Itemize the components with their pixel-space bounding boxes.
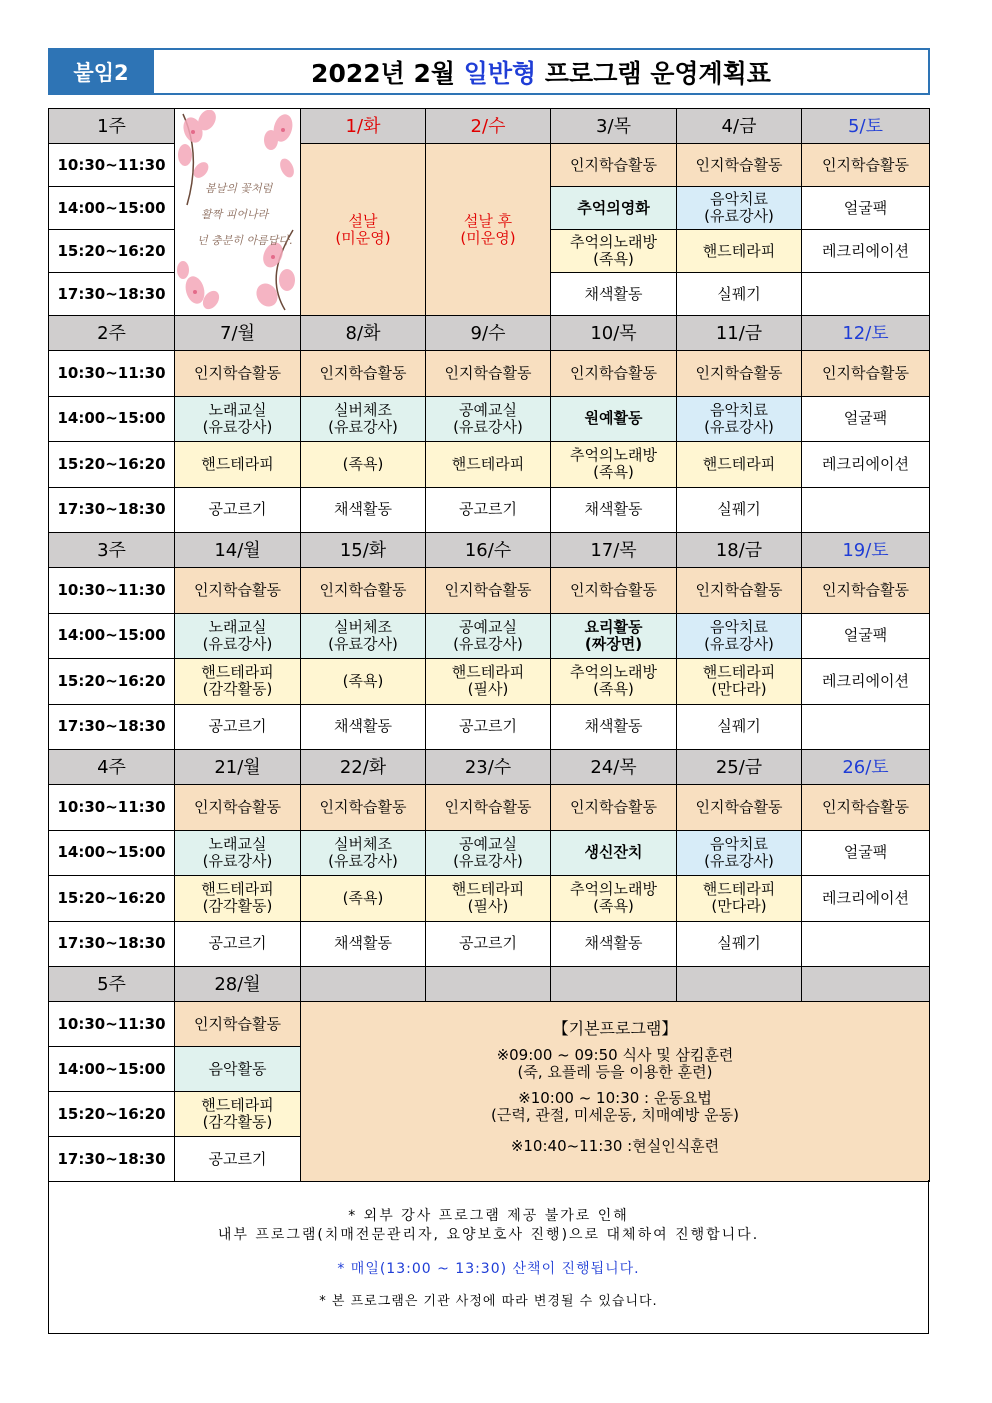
week3-row [49, 659, 930, 705]
activity-cell [301, 396, 426, 442]
activity-cell [677, 187, 802, 230]
activity-note: (감각활동) [202, 897, 273, 916]
activity-cell [175, 613, 301, 659]
day-header-saturday: 26/토 [802, 750, 930, 785]
activity-cell: 얼굴팩 [802, 613, 930, 659]
activity-cell: 인지학습활동 [426, 568, 551, 614]
day-header: 8/화 [301, 316, 426, 351]
activity-cell: 인지학습활동 [802, 144, 930, 187]
activity-cell: 인지학습활동 [175, 1002, 301, 1047]
activity-cell: 채색활동 [551, 487, 677, 533]
activity-title: 음악치료 [710, 190, 768, 208]
activity-cell: 채색활동 [301, 487, 426, 533]
activity-note: (족욕) [593, 463, 634, 482]
week1-header-row [49, 109, 930, 144]
activity-note: (유료강사) [328, 417, 398, 436]
day-header: 18/금 [677, 533, 802, 568]
activity-cell: 실꿰기 [677, 273, 802, 316]
activity-title: 추억의노래방 [570, 233, 657, 251]
activity-cell: 채색활동 [301, 704, 426, 750]
empty-cell [802, 967, 930, 1002]
activity-note: (유료강사) [453, 851, 523, 870]
activity-cell: 공고르기 [175, 704, 301, 750]
time-slot: 14:00~15:00 [49, 613, 175, 659]
activity-cell: 레크리에이션 [802, 442, 930, 488]
activity-note: (유료강사) [704, 417, 774, 436]
schedule-table [48, 108, 930, 1182]
week4-row [49, 785, 930, 831]
day-header: 3/목 [551, 109, 677, 144]
activity-title: 추억의노래방 [570, 880, 657, 899]
activity-cell [175, 396, 301, 442]
time-slot: 17:30~18:30 [49, 704, 175, 750]
activity-cell: 인지학습활동 [426, 785, 551, 831]
attachment-badge: 붙임2 [50, 50, 154, 93]
activity-cell: 실꿰기 [677, 487, 802, 533]
activity-cell [426, 659, 551, 705]
time-slot: 10:30~11:30 [49, 1002, 175, 1047]
time-slot: 15:20~16:20 [49, 1092, 175, 1137]
day-header-saturday: 5/토 [802, 109, 930, 144]
activity-title: 핸드테라피 [702, 663, 776, 682]
activity-cell: 공고르기 [426, 704, 551, 750]
activity-note: (유료강사) [202, 634, 273, 653]
activity-title: 노래교실 [208, 617, 267, 636]
day-header: 23/수 [426, 750, 551, 785]
activity-cell [802, 487, 930, 533]
time-slot: 10:30~11:30 [49, 351, 175, 397]
day-header-saturday: 12/토 [802, 316, 930, 351]
activity-cell [677, 659, 802, 705]
svg-text:활짝 피어나라: 활짝 피어나라 [201, 208, 269, 221]
activity-cell: 인지학습활동 [551, 351, 677, 397]
activity-title: 노래교실 [208, 834, 267, 853]
day-header: 28/월 [175, 967, 301, 1002]
activity-cell: 인지학습활동 [677, 568, 802, 614]
activity-cell [426, 876, 551, 922]
day-header: 7/월 [175, 316, 301, 351]
time-slot: 10:30~11:30 [49, 568, 175, 614]
activity-cell: 인지학습활동 [677, 351, 802, 397]
activity-cell [802, 273, 930, 316]
activity-cell [551, 442, 677, 488]
activity-cell [175, 830, 301, 876]
basic-program-line: (근력, 관절, 미세운동, 치매예방 운동) [491, 1105, 739, 1124]
week2-header-row [49, 316, 930, 351]
day-header: 1/화 [301, 109, 426, 144]
activity-title: 핸드테라피 [451, 663, 525, 682]
activity-cell: (족욕) [301, 876, 426, 922]
footer-walk-note: * 매일(13:00 ~ 13:30) 산책이 진행됩니다. [337, 1261, 640, 1277]
title-highlight: 일반형 [463, 58, 537, 88]
activity-note: (족욕) [593, 897, 634, 916]
activity-cell: 얼굴팩 [802, 830, 930, 876]
activity-cell [677, 830, 802, 876]
empty-cell [426, 967, 551, 1002]
activity-cell: 원예활동 [551, 396, 677, 442]
activity-title: 음악치료 [710, 617, 768, 636]
activity-title: 요리활동 [584, 617, 643, 636]
day-header-saturday: 19/토 [802, 533, 930, 568]
activity-note: (만다라) [711, 680, 767, 699]
activity-cell: 실꿰기 [677, 921, 802, 967]
week-label: 1주 [49, 109, 175, 144]
activity-cell: 음악활동 [175, 1047, 301, 1092]
activity-cell: 핸드테라피 [677, 442, 802, 488]
week5-header-row [49, 967, 930, 1002]
activity-title: 음악치료 [710, 834, 768, 853]
activity-cell: 추억의영화 [551, 187, 677, 230]
activity-cell: 인지학습활동 [301, 785, 426, 831]
activity-cell [551, 230, 677, 273]
activity-cell: 인지학습활동 [802, 351, 930, 397]
activity-cell: (족욕) [301, 442, 426, 488]
activity-cell: 실꿰기 [677, 704, 802, 750]
activity-cell [551, 613, 677, 659]
activity-cell: (족욕) [301, 659, 426, 705]
title-prefix: 2022년 2월 [311, 58, 464, 88]
time-slot: 10:30~11:30 [49, 785, 175, 831]
week2-row [49, 487, 930, 533]
activity-note: (만다라) [711, 897, 767, 916]
day-header: 22/화 [301, 750, 426, 785]
activity-note: (유료강사) [704, 634, 774, 653]
activity-note: (족욕) [593, 680, 634, 699]
activity-cell: 채색활동 [551, 273, 677, 316]
week3-row [49, 704, 930, 750]
activity-title: 실버체조 [334, 400, 392, 419]
activity-note: (유료강사) [704, 851, 774, 870]
activity-cell: 인지학습활동 [802, 785, 930, 831]
activity-title: 공예교실 [459, 834, 517, 853]
footer-disclaimer: * 본 프로그램은 기관 사정에 따라 변경될 수 있습니다. [319, 1294, 658, 1309]
basic-program-box [301, 1002, 930, 1182]
activity-cell: 얼굴팩 [802, 396, 930, 442]
day-header: 24/목 [551, 750, 677, 785]
activity-cell: 인지학습활동 [175, 785, 301, 831]
week4-row [49, 921, 930, 967]
empty-cell [301, 967, 426, 1002]
activity-cell: 레크리에이션 [802, 659, 930, 705]
activity-cell [802, 704, 930, 750]
activity-cell [301, 613, 426, 659]
footer-note-line: * 외부 강사 프로그램 제공 불가로 인해 [348, 1208, 629, 1224]
activity-cell: 채색활동 [301, 921, 426, 967]
activity-cell [426, 613, 551, 659]
activity-title: 핸드테라피 [702, 880, 776, 899]
week4-row [49, 830, 930, 876]
week3-row [49, 613, 930, 659]
activity-cell [677, 613, 802, 659]
time-slot: 17:30~18:30 [49, 273, 175, 316]
activity-note: (짜장면) [584, 634, 643, 653]
flower-image [175, 109, 301, 316]
week2-row [49, 396, 930, 442]
day-header: 14/월 [175, 533, 301, 568]
week-label: 3주 [49, 533, 175, 568]
activity-title: 추억의노래방 [570, 446, 657, 465]
time-slot: 17:30~18:30 [49, 1137, 175, 1182]
activity-title: 실버체조 [334, 834, 392, 853]
activity-cell: 인지학습활동 [551, 568, 677, 614]
day-header: 11/금 [677, 316, 802, 351]
time-slot: 14:00~15:00 [49, 396, 175, 442]
activity-cell: 인지학습활동 [802, 568, 930, 614]
activity-note: (유료강사) [704, 207, 774, 225]
svg-text:넌 충분히 아름답다.: 넌 충분히 아름답다. [197, 234, 293, 247]
activity-title: 핸드테라피 [201, 1096, 274, 1114]
time-slot: 15:20~16:20 [49, 230, 175, 273]
week3-header-row [49, 533, 930, 568]
day-header: 16/수 [426, 533, 551, 568]
activity-cell: 인지학습활동 [426, 351, 551, 397]
basic-program-line: ※09:00 ~ 09:50 식사 및 삼킴훈련 [496, 1045, 734, 1064]
activity-title: 핸드테라피 [451, 880, 525, 899]
day-header: 10/목 [551, 316, 677, 351]
activity-title: 추억의노래방 [570, 663, 657, 682]
holiday-note: (미운영) [335, 228, 391, 247]
flower-illustration [175, 110, 299, 314]
empty-cell [677, 967, 802, 1002]
activity-cell: 인지학습활동 [551, 144, 677, 187]
activity-cell: 인지학습활동 [175, 351, 301, 397]
time-slot: 17:30~18:30 [49, 921, 175, 967]
time-slot: 14:00~15:00 [49, 187, 175, 230]
activity-title: 음악치료 [710, 400, 768, 419]
activity-note: (유료강사) [328, 634, 398, 653]
day-header: 9/수 [426, 316, 551, 351]
basic-program-line: ※10:40~11:30 :현실인식훈련 [510, 1136, 720, 1155]
activity-cell: 공고르기 [426, 921, 551, 967]
activity-cell: 채색활동 [551, 921, 677, 967]
week2-row [49, 442, 930, 488]
holiday-cell [301, 144, 426, 316]
activity-note: (유료강사) [328, 851, 398, 870]
week5-row [49, 1002, 930, 1047]
holiday-title: 설날 [348, 211, 378, 230]
time-slot: 14:00~15:00 [49, 1047, 175, 1092]
activity-cell [677, 876, 802, 922]
activity-note: (감각활동) [202, 1113, 273, 1131]
activity-note: (감각활동) [202, 680, 273, 699]
day-header: 2/수 [426, 109, 551, 144]
time-slot: 17:30~18:30 [49, 487, 175, 533]
activity-note: (필사) [467, 680, 509, 699]
activity-cell [551, 876, 677, 922]
empty-cell [551, 967, 677, 1002]
activity-title: 핸드테라피 [201, 663, 274, 682]
activity-cell [551, 659, 677, 705]
activity-note: (족욕) [593, 250, 634, 268]
activity-note: (유료강사) [202, 417, 273, 436]
holiday-cell [426, 144, 551, 316]
activity-cell: 공고르기 [175, 921, 301, 967]
activity-cell: 레크리에이션 [802, 876, 930, 922]
activity-cell: 핸드테라피 [175, 442, 301, 488]
activity-cell [677, 396, 802, 442]
week2-row [49, 351, 930, 397]
basic-program-title: 【기본프로그램】 [552, 1018, 678, 1038]
time-slot: 14:00~15:00 [49, 830, 175, 876]
activity-note: (유료강사) [202, 851, 273, 870]
activity-cell: 인지학습활동 [175, 568, 301, 614]
activity-title: 공예교실 [459, 400, 517, 419]
svg-text:봄날의 꽃처럼: 봄날의 꽃처럼 [205, 182, 273, 195]
activity-cell [301, 830, 426, 876]
day-header: 21/월 [175, 750, 301, 785]
activity-cell: 인지학습활동 [301, 351, 426, 397]
activity-note: (유료강사) [453, 417, 523, 436]
basic-program-line: (죽, 요플레 등을 이용한 훈련) [517, 1062, 713, 1081]
page-title [154, 50, 928, 93]
week-label: 2주 [49, 316, 175, 351]
day-header: 25/금 [677, 750, 802, 785]
day-header: 15/화 [301, 533, 426, 568]
footer-note-line: 내부 프로그램(치매전문관리자, 요양보호사 진행)으로 대체하여 진행합니다. [217, 1227, 760, 1243]
week4-row [49, 876, 930, 922]
activity-cell: 공고르기 [175, 1137, 301, 1182]
week3-row [49, 568, 930, 614]
activity-cell: 인지학습활동 [677, 785, 802, 831]
title-suffix: 프로그램 운영계획표 [536, 58, 771, 88]
activity-title: 핸드테라피 [201, 880, 274, 899]
activity-cell [802, 921, 930, 967]
time-slot: 10:30~11:30 [49, 144, 175, 187]
day-header: 17/목 [551, 533, 677, 568]
week-label: 4주 [49, 750, 175, 785]
time-slot: 15:20~16:20 [49, 442, 175, 488]
week-label: 5주 [49, 967, 175, 1002]
activity-cell [426, 830, 551, 876]
activity-cell: 공고르기 [426, 487, 551, 533]
activity-title: 노래교실 [208, 400, 267, 419]
activity-cell: 핸드테라피 [677, 230, 802, 273]
activity-cell [175, 876, 301, 922]
activity-cell [175, 659, 301, 705]
holiday-title: 설날 후 [463, 211, 513, 230]
title-bar [48, 48, 930, 95]
activity-cell: 생신잔치 [551, 830, 677, 876]
activity-cell [175, 1092, 301, 1137]
activity-title: 공예교실 [459, 617, 517, 636]
activity-cell: 핸드테라피 [426, 442, 551, 488]
activity-cell: 채색활동 [551, 704, 677, 750]
activity-title: 실버체조 [334, 617, 392, 636]
time-slot: 15:20~16:20 [49, 659, 175, 705]
basic-program-line: ※10:00 ~ 10:30 : 운동요법 [518, 1088, 712, 1107]
activity-cell: 공고르기 [175, 487, 301, 533]
activity-cell: 얼굴팩 [802, 187, 930, 230]
activity-note: (유료강사) [453, 634, 523, 653]
activity-cell: 인지학습활동 [301, 568, 426, 614]
time-slot: 15:20~16:20 [49, 876, 175, 922]
activity-cell [426, 396, 551, 442]
activity-cell: 레크리에이션 [802, 230, 930, 273]
footer-notes [48, 1180, 929, 1334]
activity-cell: 인지학습활동 [551, 785, 677, 831]
activity-note: (필사) [467, 897, 509, 916]
week4-header-row [49, 750, 930, 785]
day-header: 4/금 [677, 109, 802, 144]
holiday-note: (미운영) [460, 228, 516, 247]
activity-cell: 인지학습활동 [677, 144, 802, 187]
